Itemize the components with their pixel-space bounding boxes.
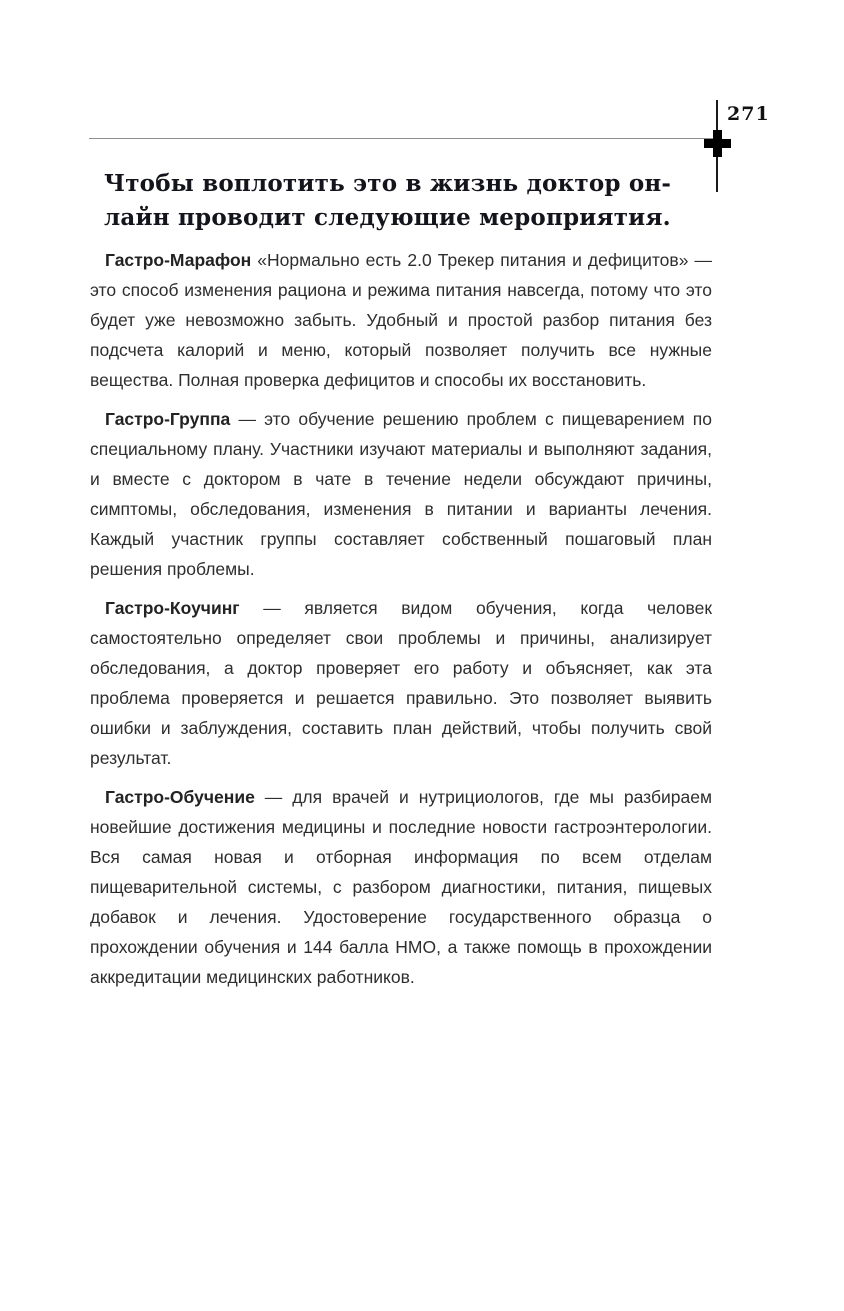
cross-icon: [704, 130, 731, 157]
paragraph-lead: Гастро-Группа: [105, 409, 231, 429]
paragraph-text: — является видом обучения, когда человек самостоятельно определяет свои проблемы и причины, анализирует обследования, а доктор проверяет его работу и объясняет, как эта проблема проверяется и решается правильно. Это позволяет выявить ошибки и заблуждения, составить план действий, чтобы получить свой результат.: [90, 598, 712, 768]
cross-vertical-bar: [713, 130, 722, 157]
section-heading: [90, 167, 712, 235]
header-rule: [89, 138, 713, 139]
paragraph-gastro-education: [90, 782, 712, 992]
paragraph-lead: Гастро-Марафон: [105, 250, 252, 270]
paragraph-text: — для врачей и нутрициологов, где мы разбираем новейшие достижения медицины и последние новости гастроэнтерологии. Вся самая новая и отборная информация по всем отделам пищеварительной системы, с разбором диагностики, питания, пищевых добавок и лечения. Удостоверение государственного образца о прохождении обучения и 144 балла НМО, а также помощь в прохождении аккредитации медицинских работников.: [90, 787, 712, 987]
paragraph-text: — это обучение решению проблем с пищеварением по специальному плану. Участники изучают материалы и выполняют задания, и вместе с доктором в чате в течение недели обсуждают причины, симптомы, обследования, изменения в питании и варианты лечения. Каждый участник группы составляет собственный пошаговый план решения проблемы.: [90, 409, 712, 579]
paragraph-lead: Гастро-Коучинг: [105, 598, 240, 618]
page-content: [90, 167, 712, 1001]
heading-line-1: Чтобы воплотить это в жизнь доктор он-: [104, 170, 672, 197]
paragraph-gastro-group: [90, 404, 712, 584]
paragraph-gastro-coaching: [90, 593, 712, 773]
paragraph-gastro-marathon: [90, 245, 712, 395]
heading-line-2: лайн проводит следующие мероприятия.: [104, 204, 671, 231]
paragraph-lead: Гастро-Обучение: [105, 787, 255, 807]
paragraph-text: «Нормально есть 2.0 Трекер питания и дефицитов» — это способ изменения рациона и режима питания навсегда, потому что это будет уже невозможно забыть. Удобный и простой разбор питания без подсчета калорий и меню, который позволяет получить все нужные вещества. Полная проверка дефицитов и способы их восстановить.: [90, 250, 712, 390]
page-number: 271: [727, 103, 770, 125]
